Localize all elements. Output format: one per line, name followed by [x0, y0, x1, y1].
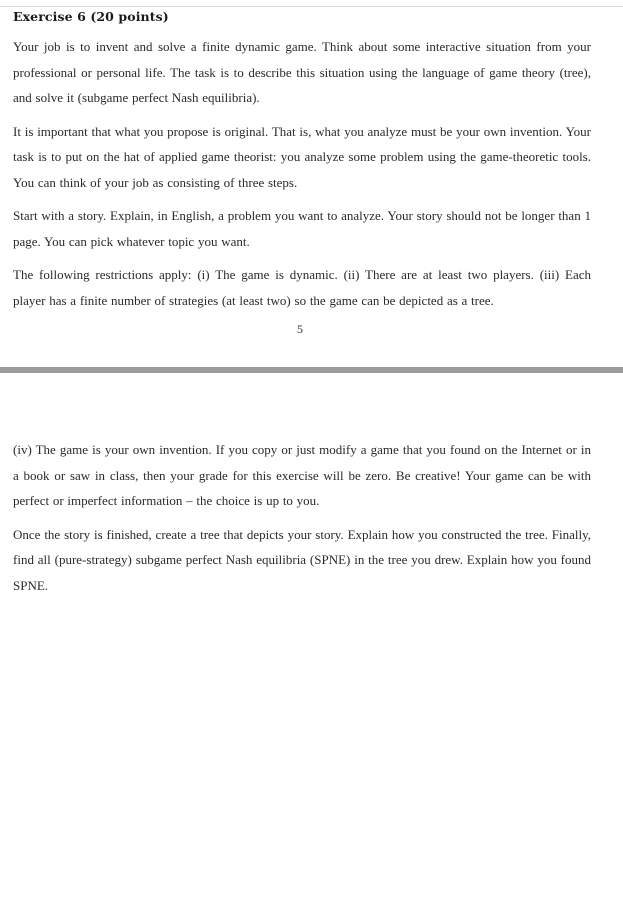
- page-divider: [0, 367, 623, 373]
- paragraph-story: Start with a story. Explain, in English, a problem you want to analyze. Your story should not be longer than 1 page. You can pick whatever topic you want.: [13, 208, 591, 249]
- paragraph-tree-spne: Once the story is finished, create a tree that depicts your story. Explain how you constructed the tree. Finally, find all (pure-strategy) subgame perfect Nash equilibria (SPNE) in the tree you drew. Explain how you found SPNE.: [13, 526, 591, 593]
- exercise-heading: Exercise 6 (20 points): [13, 9, 169, 24]
- document-page-2: [13, 437, 591, 606]
- page-number: 5: [297, 322, 303, 336]
- paragraph-originality: It is important that what you propose is original. That is, what you analyze must be your own invention. Your task is to put on the hat of applied game theorist: you analyze some problem using the game-theoretic tools. You can think of your job as consisting of three steps.: [13, 123, 591, 190]
- top-rule: [0, 6, 623, 7]
- paragraph-task-intro: Your job is to invent and solve a finite dynamic game. Think about some interactive situation from your professional or personal life. The task is to describe this situation using the language of game theory (tree), and solve it (subgame perfect Nash equilibria).: [13, 39, 591, 105]
- paragraph-restrictions: The following restrictions apply: (i) The game is dynamic. (ii) There are at least two players. (iii) Each player has a finite number of strategies (at least two) so the game can be depicted as a tree.: [13, 267, 591, 308]
- document-page-1: [13, 8, 591, 321]
- paragraph-invention-rule: (iv) The game is your own invention. If you copy or just modify a game that you found on the Internet or in a book or saw in class, then your grade for this exercise will be zero. Be creative! Your game can be with perfect or imperfect information – the choice is up to you.: [13, 442, 591, 508]
